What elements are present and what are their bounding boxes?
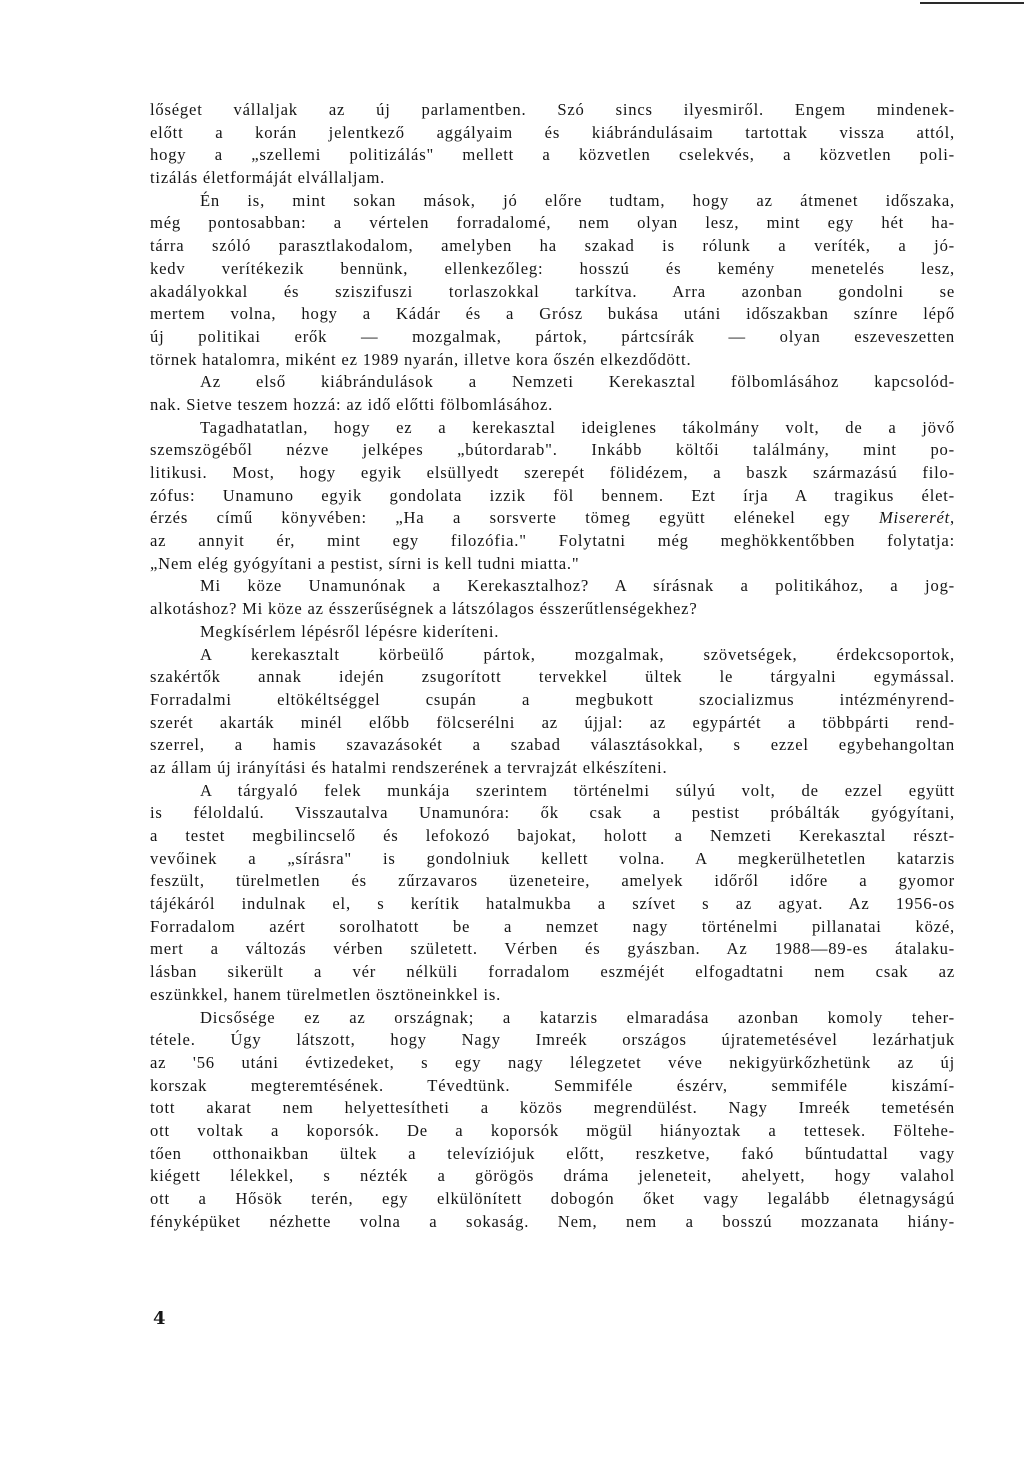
text-line: „Nem elég gyógyítani a pestist, sírni is kell tudni miatta." (150, 553, 580, 573)
text-line: fényképüket nézhette volna a sokaság. Nem, nem a bosszú mozzanata hiány- (150, 1211, 955, 1231)
text-line: Én is, mint sokan mások, jó előre tudtam, hogy az átmenet időszaka, (200, 190, 955, 210)
text-line: előtt a korán jelentkező aggályaim és kiábrándulásaim tartottak vissza attól, (150, 122, 955, 142)
text-line: Forradalom azért sorolhatott be a nemzet nagy történelmi pillanatai közé, (150, 916, 955, 936)
text-line: érzés című könyvében: „Ha a sorsverte tömeg együtt elénekel egy Misererét, (150, 508, 955, 528)
text-line: lőséget vállaljak az új parlamentben. Szó sincs ilyesmiről. Engem mindenek- (150, 100, 955, 119)
text-line: ott voltak a koporsók. De a koporsók mögül hiányoztak a tettesek. Föltehe- (150, 1120, 955, 1140)
text-line: tárra szóló parasztlakodalom, amelyben ha szakad is rólunk a veríték, a jó- (150, 236, 955, 256)
text-line: vevőinek a „sírásra" is gondolniuk kellett volna. A megkerülhetetlen katarzis (150, 848, 955, 868)
text-line: hogy a „szellemi politizálás" mellett a közvetlen cselekvés, a közvetlen poli- (150, 145, 955, 165)
text-line: kedv verítékezik bennünk, ellenkezőleg: hosszú és kemény menetelés lesz, (150, 258, 955, 278)
text-line: szerrel, a hamis szavazásokét a szabad választásokkal, s ezzel egybehangoltan (150, 735, 955, 755)
text-line: lásban sikerült a vér nélküli forradalom eszméjét elfogadtatni nem csak az (150, 962, 955, 982)
text-line: szakértők annak idején zsugorított tervekkel ültek le tárgyalni egymással. (150, 667, 955, 687)
text-line: zófus: Unamuno egyik gondolata izzik föl bennem. Ezt írja A tragikus élet- (150, 485, 955, 505)
text-line: Dicsősége ez az országnak; a katarzis elmaradása azonban komoly teher- (200, 1007, 955, 1027)
text-line: tájékáról indulnak el, s kerítik hatalmukba a szívet s az agyat. Az 1956-os (150, 894, 955, 914)
text-line: korszak megteremtésének. Tévedtünk. Semmiféle észérv, semmiféle kiszámí- (150, 1075, 955, 1095)
text-line: ott a Hősök terén, egy elkülönített dobogón őket vagy legalább életnagyságú (150, 1189, 955, 1208)
text-line: litikusi. Most, hogy egyik elsüllyedt szerepét fölidézem, a baszk származású filo- (150, 463, 955, 482)
text-line: alkotáshoz? Mi köze az ésszerűségnek a látszólagos ésszerűtlenségekhez? (150, 599, 698, 619)
text-line: tott akarat nem helyettesítheti a közös megrendülést. Nagy Imreék temetésén (150, 1098, 955, 1118)
text-line: még pontosabban: a vértelen forradalomé, nem olyan lesz, mint egy hét ha- (150, 213, 955, 233)
text-line: tizálás életformáját elvállaljam. (150, 168, 386, 188)
text-line: új politikai erők — mozgalmak, pártok, pártcsírák — olyan eszeveszetten (150, 326, 955, 346)
text-line: szemszögéből nézve jelképes „bútordarab". Inkább költői találmány, mint po- (150, 440, 955, 460)
text-line: az '56 utáni évtizedeket, s egy nagy lélegzetet véve nekigyürkőzhetünk az új (150, 1052, 955, 1072)
text-line: akadályokkal és sziszifuszi torlaszokkal tarkítva. Arra azonban gondolni se (150, 281, 955, 301)
body-text (150, 99, 955, 1233)
text-line: az állam új irányítási és hatalmi rendszerének a tervrajzát elkészíteni. (150, 757, 668, 777)
text-line: feszült, türelmetlen és zűrzavaros üzeneteire, amelyek időről időre a gyomor (150, 871, 955, 891)
text-line: A tárgyaló felek munkája szerintem történelmi súlyú volt, de ezzel együtt (200, 780, 955, 800)
text-line: A kerekasztalt körbeülő pártok, mozgalmak, szövetségek, érdekcsoportok, (200, 644, 955, 664)
text-line: eszünkkel, hanem türelmetlen ösztöneinkkel is. (150, 984, 502, 1004)
text-line: törnek hatalomra, miként ez 1989 nyarán, illetve kora őszén elkezdődött. (150, 349, 692, 369)
text-line: tően otthonaikban ültek a televíziójuk előtt, reszketve, fakó bűntudattal vagy (150, 1143, 955, 1163)
text-line: nak. Sietve teszem hozzá: az idő előtti fölbomlásához. (150, 394, 554, 414)
page-number: 4 (153, 1308, 166, 1329)
text-line: szerét akarták minél előbb fölcserélni az újjal: az egypártét a többpárti rend- (150, 712, 955, 732)
text-line: az annyit ér, mint egy filozófia." Folytatni még meghökkentőbben folytatja: (150, 531, 955, 551)
text-line: Megkísérlem lépésről lépésre kideríteni. (200, 621, 500, 641)
text-line: Tagadhatatlan, hogy ez a kerekasztal ideiglenes tákolmány volt, de a jövő (200, 417, 955, 437)
text-line: is féloldalú. Visszautalva Unamunóra: ők csak a pestist próbálták gyógyítani, (150, 803, 955, 823)
text-line: Az első kiábrándulások a Nemzeti Kerekasztal fölbomlásához kapcsolód- (200, 372, 955, 392)
text-line: kiégett lélekkel, s nézték a görögös dráma jeleneteit, ahelyett, hogy valahol (150, 1166, 955, 1186)
text-line: tétele. Úgy látszott, hogy Nagy Imreék országos újratemetésével lezárhatjuk (150, 1030, 955, 1050)
text-line: a testet megbilincselő és lefokozó bajokat, holott a Nemzeti Kerekasztal részt- (150, 826, 955, 845)
text-line: Mi köze Unamunónak a Kerekasztalhoz? A sírásnak a politikához, a jog- (200, 576, 955, 596)
text-line: Forradalmi eltökéltséggel csupán a megbukott szocializmus intézményrend- (150, 689, 955, 709)
text-line: mert a változás vérben született. Vérben és gyászban. Az 1988—89-es átalaku- (150, 939, 955, 959)
text-line: mertem volna, hogy a Kádár és a Grósz bukása utáni időszakban színre lépő (150, 304, 955, 324)
scan-edge-mark (920, 2, 1024, 4)
